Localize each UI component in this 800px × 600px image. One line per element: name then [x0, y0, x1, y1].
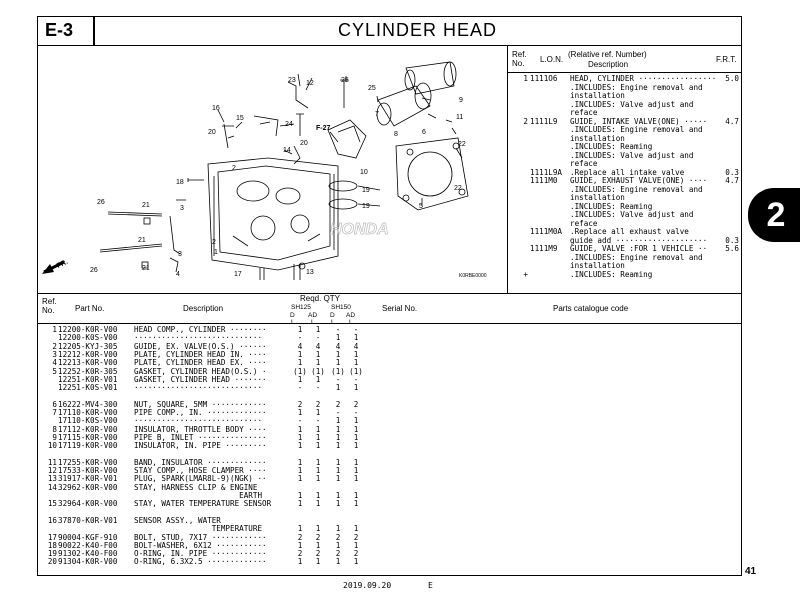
qty-cell: 2 [315, 549, 321, 559]
parts-ref-cell: 16 [47, 515, 57, 525]
parts-desc-cell: ···························· [134, 416, 263, 426]
ref-table-header-line [508, 72, 742, 73]
qty-cell: 1 [353, 424, 359, 434]
description-header: Description [183, 304, 224, 313]
qty-cell: - [335, 374, 341, 384]
desc-top-header: (Relative ref. Number) [568, 50, 647, 59]
ref-desc-cell: .INCLUDES: Engine removal and [570, 252, 703, 262]
parts-ref-cell: 17 [47, 532, 57, 542]
parts-ref-no-header: Ref. No. [42, 297, 57, 315]
qty-cell: 2 [353, 399, 359, 409]
ref-frt-cell: 0.3 [725, 167, 739, 177]
parts-desc-cell: PLUG, SPARK(LMAR8L-9)(NGK) ·· [134, 474, 267, 484]
fr-label: FR. [55, 258, 70, 270]
section-code: E-3 [45, 20, 74, 40]
callout-25: 25 [341, 77, 349, 84]
qty-cell: (1) [311, 366, 325, 376]
qty-cell: 1 [353, 358, 359, 368]
ref-desc-cell: .INCLUDES: Engine removal and [570, 82, 703, 92]
parts-desc-cell: PIPE B, INLET ··············· [134, 432, 267, 442]
qty-cell: 1 [353, 349, 359, 359]
qty-cell: 1 [315, 499, 321, 509]
qty-cell: 1 [353, 540, 359, 550]
sh125-header: SH125 [291, 304, 311, 311]
callout-20: 20 [208, 129, 216, 136]
callout-26: 26 [97, 199, 105, 206]
qty-cell: 1 [315, 374, 321, 384]
callout-18: 18 [176, 179, 184, 186]
parts-part-cell: 12252-K0R-305 [58, 366, 118, 376]
callout-24: 24 [285, 121, 293, 128]
ref-desc-cell: .INCLUDES: Engine removal and [570, 184, 703, 194]
ref-desc-cell: installation [570, 133, 625, 143]
ref-ref-cell: 2 [523, 116, 528, 126]
qty-cell: 2 [315, 532, 321, 542]
footer-code: E [428, 581, 433, 590]
qty-cell: 1 [335, 557, 341, 567]
parts-ref-cell: 2 [52, 341, 57, 351]
qty-cell: 1 [297, 499, 303, 509]
qty-cell: 1 [315, 441, 321, 451]
ref-lon-cell: 1111O6 [530, 74, 558, 83]
ref-ref-cell: 1 [523, 74, 528, 83]
parts-part-cell: 17255-K0R-V00 [58, 457, 118, 467]
parts-ref-cell: 8 [52, 424, 57, 434]
callout-7: 7 [375, 111, 379, 118]
parts-desc-cell: INSULATOR, IN. PIPE ········· [134, 441, 267, 451]
callout-11: 11 [456, 114, 464, 121]
qty-cell: 1 [353, 416, 359, 426]
callout-1: 1 [214, 249, 218, 256]
parts-desc-cell: PLATE, CYLINDER HEAD EX. ···· [134, 358, 267, 368]
ref-desc-cell: .Replace all exhaust valve [570, 227, 689, 236]
qty-cell: 1 [353, 333, 359, 343]
qty-cell: - [353, 408, 359, 417]
frt-header: F.R.T. [716, 55, 737, 64]
qty-cell: 1 [335, 358, 341, 368]
qty-cell: 1 [297, 466, 303, 476]
section-separator [37, 293, 742, 294]
serial-no-header: Serial No. [382, 304, 418, 313]
ref-desc-cell: installation [570, 91, 625, 100]
parts-desc-cell: GUIDE, EX. VALVE(O.S.) ······ [134, 341, 267, 351]
qty-cell: 1 [315, 524, 321, 534]
sh125-d-header: D [290, 312, 295, 319]
exploded-diagram [38, 46, 507, 293]
callout-3: 3 [180, 205, 184, 212]
sh150-ad-header: AD [346, 312, 356, 319]
qty-cell: 1 [297, 325, 303, 334]
qty-cell: 1 [335, 383, 341, 393]
callout-9: 9 [459, 97, 463, 104]
parts-part-cell: 12200-K0R-V00 [58, 325, 118, 334]
parts-part-cell: 12251-K0R-V01 [58, 374, 118, 384]
qty-cell: 2 [297, 399, 303, 409]
callout-15: 15 [236, 115, 244, 122]
page-number: 41 [745, 566, 757, 577]
qty-cell: 1 [353, 499, 359, 509]
qty-cell: 1 [353, 383, 359, 393]
parts-ref-cell: 18 [47, 540, 57, 550]
ref-desc-cell: installation [570, 193, 625, 202]
parts-desc-cell: HEAD COMP., CYLINDER ········ [134, 325, 267, 334]
parts-ref-cell: 6 [52, 399, 57, 409]
ref-no-header: Ref. No. [512, 50, 527, 68]
qty-cell: 1 [335, 540, 341, 550]
qty-cell: 1 [335, 333, 341, 343]
qty-cell: 1 [335, 457, 341, 467]
reqd-qty-header: Reqd. QTY [300, 294, 341, 303]
qty-cell: 1 [297, 349, 303, 359]
parts-desc-cell: SENSOR ASSY., WATER [134, 515, 221, 525]
ref-desc-cell: guide add ···················· [570, 235, 708, 245]
callout-2b: 2 [212, 239, 216, 246]
parts-desc-cell: STAY COMP., HOSE CLAMPER ···· [134, 466, 267, 476]
callout-f27: F-27 [316, 125, 331, 132]
callout-14: 14 [283, 147, 291, 154]
qty-cell: - [335, 408, 341, 417]
qty-cell: 1 [353, 557, 359, 567]
callout-13: 13 [306, 269, 314, 276]
callout-26b: 26 [90, 267, 98, 274]
part-no-header: Part No. [75, 304, 105, 313]
parts-ref-cell: 15 [47, 499, 57, 509]
qty-cell: 4 [335, 341, 341, 351]
callout-4: 4 [176, 271, 180, 278]
section-tab: 2 [748, 188, 800, 242]
qty-cell: 2 [297, 532, 303, 542]
callout-22: 22 [458, 141, 466, 148]
parts-ref-cell: 14 [47, 482, 57, 492]
exploded-diagram-svg [38, 46, 507, 293]
qty-cell: 1 [297, 358, 303, 368]
qty-cell: - [315, 333, 321, 343]
parts-part-cell: 90022-K40-F00 [58, 540, 118, 550]
parts-desc-cell: ···························· [134, 383, 263, 393]
parts-part-cell: 16222-MV4-300 [58, 399, 118, 409]
qty-cell: 1 [315, 466, 321, 476]
qty-cell: 1 [335, 349, 341, 359]
qty-cell: 1 [315, 540, 321, 550]
callout-12: 12 [306, 80, 314, 87]
parts-desc-cell: INSULATOR, THROTTLE BODY ···· [134, 424, 267, 434]
parts-ref-cell: 11 [47, 457, 57, 467]
parts-ref-cell: 19 [47, 549, 57, 559]
qty-cell: 1 [297, 408, 303, 417]
ref-ref-cell: + [523, 269, 528, 279]
ref-desc-cell: .INCLUDES: Valve adjust and [570, 210, 694, 219]
qty-cell: 1 [315, 325, 321, 334]
parts-ref-cell: 13 [47, 474, 57, 484]
qty-cell: 1 [335, 424, 341, 434]
footer-date: 2019.09.20 [343, 581, 392, 590]
parts-desc-cell: O-RING, IN. PIPE ············ [134, 549, 267, 559]
callout-16: 16 [212, 105, 220, 112]
qty-cell: 1 [315, 432, 321, 442]
qty-cell: 4 [315, 341, 321, 351]
qty-cell: 1 [335, 416, 341, 426]
qty-cell: 1 [335, 432, 341, 442]
parts-part-cell: 17112-K0R-V00 [58, 424, 118, 434]
callout-21: 21 [142, 202, 150, 209]
qty-cell: 2 [335, 549, 341, 559]
qty-cell: - [297, 333, 303, 343]
qty-cell: 2 [353, 549, 359, 559]
qty-cell: 1 [315, 491, 321, 500]
qty-cell: 1 [297, 557, 303, 567]
callout-6: 6 [422, 129, 426, 136]
ref-desc-cell: .INCLUDES: Reaming [570, 201, 653, 211]
qty-cell: 1 [315, 557, 321, 567]
parts-desc-cell: STAY, HARNESS CLIP & ENGINE [134, 482, 258, 492]
qty-cell: 1 [297, 491, 303, 500]
ref-frt-cell: 5.0 [725, 74, 739, 83]
qty-cell: 1 [315, 408, 321, 417]
ref-lon-cell: 1111L9A [530, 167, 563, 177]
ref-lon-cell: 1111M9 [530, 244, 558, 253]
parts-part-cell: 12200-K0S-V00 [58, 333, 118, 343]
parts-part-cell: 17115-K0R-V00 [58, 432, 118, 442]
ref-desc-cell: GUIDE, VALVE :FOR 1 VEHICLE ·· [570, 244, 708, 253]
parts-ref-cell: 9 [52, 432, 57, 442]
qty-cell: 1 [297, 441, 303, 451]
qty-cell: 1 [335, 441, 341, 451]
parts-part-cell: 32964-K0R-V00 [58, 499, 118, 509]
parts-part-cell: 12213-K0R-V00 [58, 358, 118, 368]
sh125-ad-header: AD [308, 312, 318, 319]
qty-cell: 1 [297, 540, 303, 550]
parts-desc-cell: TEMPERATURE [134, 524, 263, 534]
parts-ref-cell: 1 [52, 325, 57, 334]
parts-part-cell: 17119-K0R-V00 [58, 441, 118, 451]
qty-cell: 1 [315, 474, 321, 484]
qty-cell: 1 [335, 524, 341, 534]
parts-ref-cell: 4 [52, 358, 57, 368]
sh150-header: SH150 [331, 304, 351, 311]
callout-19b: 19 [362, 203, 370, 210]
honda-watermark: HONDA [330, 221, 389, 238]
parts-desc-cell: STAY, WATER TEMPERATURE SENSOR [134, 499, 272, 509]
parts-part-cell: 17533-K0R-V00 [58, 466, 118, 476]
qty-cell: 1 [297, 474, 303, 484]
intake-pipe-outline [328, 120, 366, 158]
parts-ref-cell: 5 [52, 366, 57, 376]
parts-ref-cell: 3 [52, 349, 57, 359]
qty-cell: 1 [297, 432, 303, 442]
qty-cell: - [315, 383, 321, 393]
qty-cell: 1 [297, 424, 303, 434]
parts-desc-cell: BOLT-WASHER, 6X12 ··········· [134, 540, 267, 550]
parts-part-cell: 90004-KGF-910 [58, 532, 118, 542]
qty-cell: 1 [315, 349, 321, 359]
parts-desc-cell: GASKET, CYLINDER HEAD(O.S.) · [134, 366, 267, 376]
qty-cell: (1) [293, 366, 307, 376]
parts-part-cell: 17110-K0R-V00 [58, 408, 118, 417]
ref-desc-cell: reface [570, 159, 598, 168]
ref-desc-cell: .INCLUDES: Valve adjust and [570, 99, 694, 109]
ref-desc-cell: .INCLUDES: Engine removal and [570, 125, 703, 134]
qty-cell: 2 [353, 532, 359, 542]
callout-10: 10 [360, 169, 368, 176]
qty-cell: 1 [297, 374, 303, 384]
qty-cell: 1 [315, 457, 321, 467]
ref-frt-cell: 5.6 [725, 244, 739, 253]
parts-part-cell: 37870-K0R-V01 [58, 515, 118, 525]
callout-8: 8 [394, 131, 398, 138]
parts-part-cell: 32962-K0R-V00 [58, 482, 118, 492]
parts-desc-cell: GASKET, CYLINDER HEAD ······· [134, 374, 267, 384]
ref-desc-cell: reface [570, 108, 598, 117]
qty-cell: 1 [335, 499, 341, 509]
qty-cell: 1 [353, 457, 359, 467]
parts-ref-cell: 20 [47, 557, 57, 567]
ref-lon-cell: 1111L9 [530, 116, 558, 126]
diagram-code: K0RBE0000 [459, 273, 487, 279]
page-title: CYLINDER HEAD [337, 20, 498, 40]
callout-20b: 20 [300, 140, 308, 147]
parts-part-cell: 17110-K0S-V00 [58, 416, 118, 426]
qty-cell: 4 [297, 341, 303, 351]
qty-cell: 1 [315, 424, 321, 434]
callout-21c: 21 [142, 265, 150, 272]
callout-21b: 21 [138, 237, 146, 244]
callout-23: 23 [288, 77, 296, 84]
qty-cell: (1) [349, 366, 363, 376]
ref-desc-cell: .INCLUDES: Valve adjust and [570, 150, 694, 160]
ref-desc-cell: .INCLUDES: Reaming [570, 269, 653, 279]
parts-ref-cell: 12 [47, 466, 57, 476]
qty-cell: 1 [335, 474, 341, 484]
qty-cell: 2 [315, 399, 321, 409]
qty-cell: 1 [335, 466, 341, 476]
callout-22b: 22 [454, 185, 462, 192]
ref-frt-cell: 0.3 [725, 235, 739, 245]
ref-lon-cell: 1111M0 [530, 176, 558, 185]
qty-cell: (1) [331, 366, 345, 376]
ref-lon-cell: 1111M0A [530, 227, 563, 236]
parts-desc-cell: EARTH [134, 491, 263, 500]
ref-desc-cell: GUIDE, EXHAUST VALVE(ONE) ···· [570, 176, 708, 185]
callout-2: 2 [232, 165, 236, 172]
qty-cell: 1 [353, 524, 359, 534]
callout-3b: 3 [178, 251, 182, 258]
qty-cell: 1 [315, 358, 321, 368]
qty-cell: - [297, 416, 303, 426]
parts-table-header-line [37, 323, 742, 324]
ref-desc-cell: .INCLUDES: Reaming [570, 142, 653, 151]
qty-cell: 1 [353, 466, 359, 476]
ref-desc-cell: HEAD, CYLINDER ················· [570, 74, 717, 83]
parts-desc-cell: ···························· [134, 333, 263, 343]
callout-17: 17 [234, 271, 242, 278]
qty-cell: - [335, 325, 341, 334]
ref-desc-cell: reface [570, 218, 598, 228]
ref-desc-cell: GUIDE, INTAKE VALVE(ONE) ····· [570, 116, 708, 126]
catalogue-code-header: Parts catalogue code [553, 304, 629, 313]
parts-part-cell: 12212-K0R-V00 [58, 349, 118, 359]
parts-desc-cell: O-RING, 6.3X2.5 ············· [134, 557, 267, 567]
qty-cell: 2 [297, 549, 303, 559]
qty-cell: - [297, 383, 303, 393]
parts-part-cell: 91304-K0R-V00 [58, 557, 118, 567]
parts-ref-cell: 10 [47, 441, 57, 451]
parts-desc-cell: NUT, SQUARE, 5MM ············ [134, 399, 267, 409]
ref-frt-cell: 4.7 [725, 176, 739, 185]
qty-cell: 1 [297, 524, 303, 534]
qty-cell: 1 [353, 432, 359, 442]
ref-desc-cell: installation [570, 261, 625, 270]
parts-part-cell: 12205-KYJ-305 [58, 341, 118, 351]
ref-desc-cell: .Replace all intake valve [570, 167, 685, 177]
qty-cell: - [353, 325, 359, 334]
sh150-d-header: D [330, 312, 335, 319]
parts-desc-cell: PIPE COMP., IN. ············· [134, 408, 267, 417]
qty-cell: 1 [353, 474, 359, 484]
qty-cell: 2 [335, 399, 341, 409]
parts-desc-cell: BOLT, STUD, 7X17 ············ [134, 532, 267, 542]
parts-part-cell: 31917-K0R-V01 [58, 474, 118, 484]
parts-ref-cell: 7 [52, 408, 57, 417]
qty-cell: 2 [335, 532, 341, 542]
qty-cell: 1 [297, 457, 303, 467]
ref-frt-cell: 4.7 [725, 116, 739, 126]
parts-desc-cell: BAND, INSULATOR ············· [134, 457, 267, 467]
callout-5: 5 [419, 203, 423, 210]
lon-header: L.O.N. [540, 55, 564, 64]
parts-desc-cell: PLATE, CYLINDER HEAD IN. ···· [134, 349, 267, 359]
desc-header: Description [588, 60, 629, 69]
qty-cell: - [353, 374, 359, 384]
parts-part-cell: 12251-K0S-V01 [58, 383, 118, 393]
qty-cell: 1 [335, 491, 341, 500]
qty-cell: - [315, 416, 321, 426]
parts-part-cell: 91302-K40-F00 [58, 549, 118, 559]
callout-19: 19 [362, 187, 370, 194]
qty-cell: 1 [353, 441, 359, 451]
qty-cell: 1 [353, 491, 359, 500]
callout-25b: 25 [368, 85, 376, 92]
qty-cell: 4 [353, 341, 359, 351]
